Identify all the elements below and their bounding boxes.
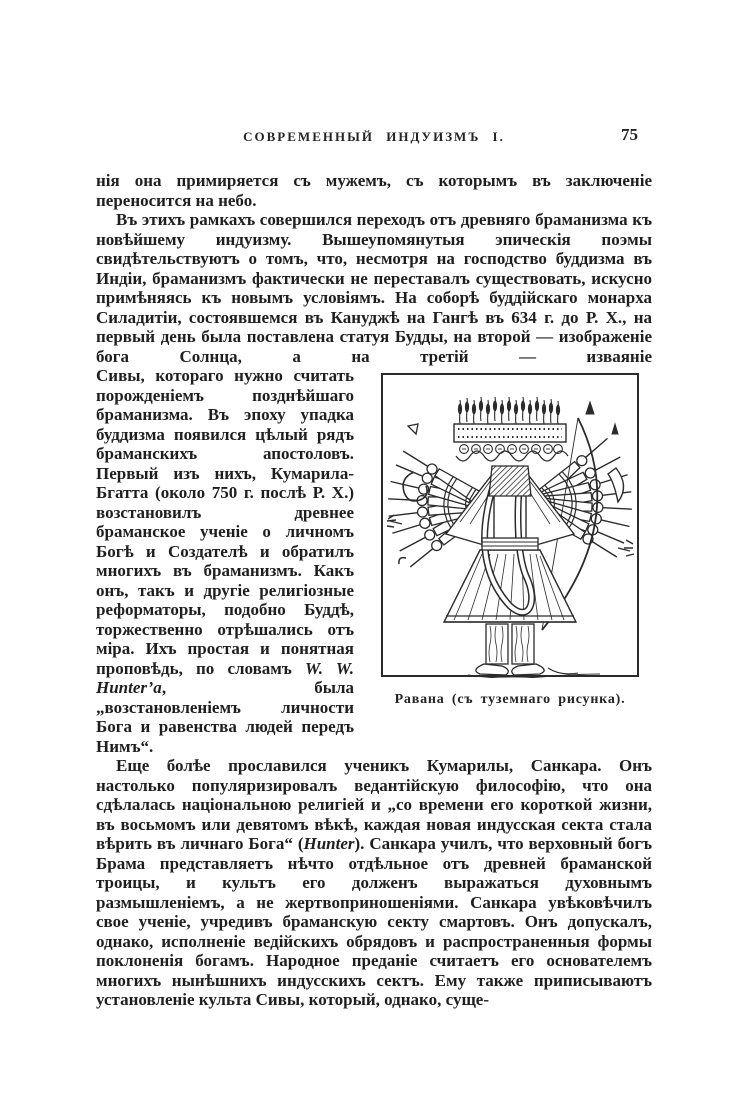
paragraph-2-top: Въ этихъ рамкахъ совершился переходъ отъ древняго браманизма къ новѣйшему индуизму. Вышеупомянутыя эпическія поэмы свидѣтельствуютъ о томъ, что, несмотря на господство буддизма въ Индіи, браманизмъ фактически не переставалъ существовать, искусно примѣняясь къ новымъ условіямъ. На соборѣ буддійскаго монарха Силадитіи, состоявшемся въ Кануджѣ на Гангѣ въ 634 г. до Р. Х., на первый день была поставлена статуя Будды, на второй — изображеніе бога Солнца, а на третій — изваяніе	[96, 210, 652, 366]
page-content	[96, 125, 652, 1010]
page-number: 75	[621, 125, 638, 144]
running-title: СОВРЕМЕННЫЙ ИНДУИЗМЪ I.	[243, 129, 505, 144]
hunter-reference-2: Hunter	[303, 834, 355, 853]
paragraph-2-wrap	[96, 366, 652, 756]
ravana-illustration-icon	[380, 372, 640, 678]
paragraph-continuation: нія она примиряется съ мужемъ, съ которымъ въ заключеніе переносится на небо.	[96, 171, 652, 210]
paragraph-3	[96, 756, 652, 1010]
figure-ravana	[368, 372, 652, 710]
hunter-reference: W. W. Hunter’а	[96, 658, 354, 697]
page-body	[96, 171, 652, 1010]
paragraph-3-tail: ). Санкара училъ, что верховный богъ Брама представляетъ нѣчто отдѣльное отъ древней браманской троицы, и культъ его долженъ выражаться духовнымъ размышленіемъ, а не жертвоприношеніями. Санкара увѣковѣчилъ свое ученіе, учредивъ браманскую секту смартовъ. Онъ допускалъ, однако, исполненіе ведійскихъ обрядовъ и распространенныя формы поклоненія богамъ. Народное преданіе считаетъ его основателемъ многихъ нынѣшнихъ индусскихъ сектъ. Ему также приписываютъ установленіе культа Сивы, который, однако, суще-	[96, 834, 652, 1009]
paragraph-2-wrap-text: Сивы, котораго нужно считать порожденіемъ позднѣйшаго браманизма. Въ эпоху упадка буддизма появился цѣлый рядъ браманскихъ апостоловъ. Первый изъ нихъ, Кумарила-Бгатта (около 750 г. послѣ Р. Х.) возстановилъ древнее браманское ученіе о личномъ Богѣ и Создателѣ и обратилъ многихъ въ браманизмъ. Какъ онъ, такъ и другіе религіозные реформаторы, подобно Буддѣ, торжественно отрѣшались отъ міра. Ихъ простая и понятная проповѣдь, по словамъ	[96, 366, 354, 678]
page-header	[96, 125, 652, 148]
figure-caption: Равана (съ туземнаго рисунка).	[394, 692, 626, 707]
paragraph-3-text: Еще болѣе прославился ученикъ Кумарилы, Санкара. Онъ настолько популяризировалъ ведантійскую философію, что она сдѣлалась національною религіей и „со времени его короткой жизни, въ восьмомъ или девятомъ вѣкѣ, каждая новая индусская секта стала вѣрить въ личнаго Бога“ (	[96, 756, 652, 853]
paragraph-2-wrap-tail: , была „возстановленіемъ личности Бога и равенства людей передъ Нимъ“.	[96, 678, 354, 756]
